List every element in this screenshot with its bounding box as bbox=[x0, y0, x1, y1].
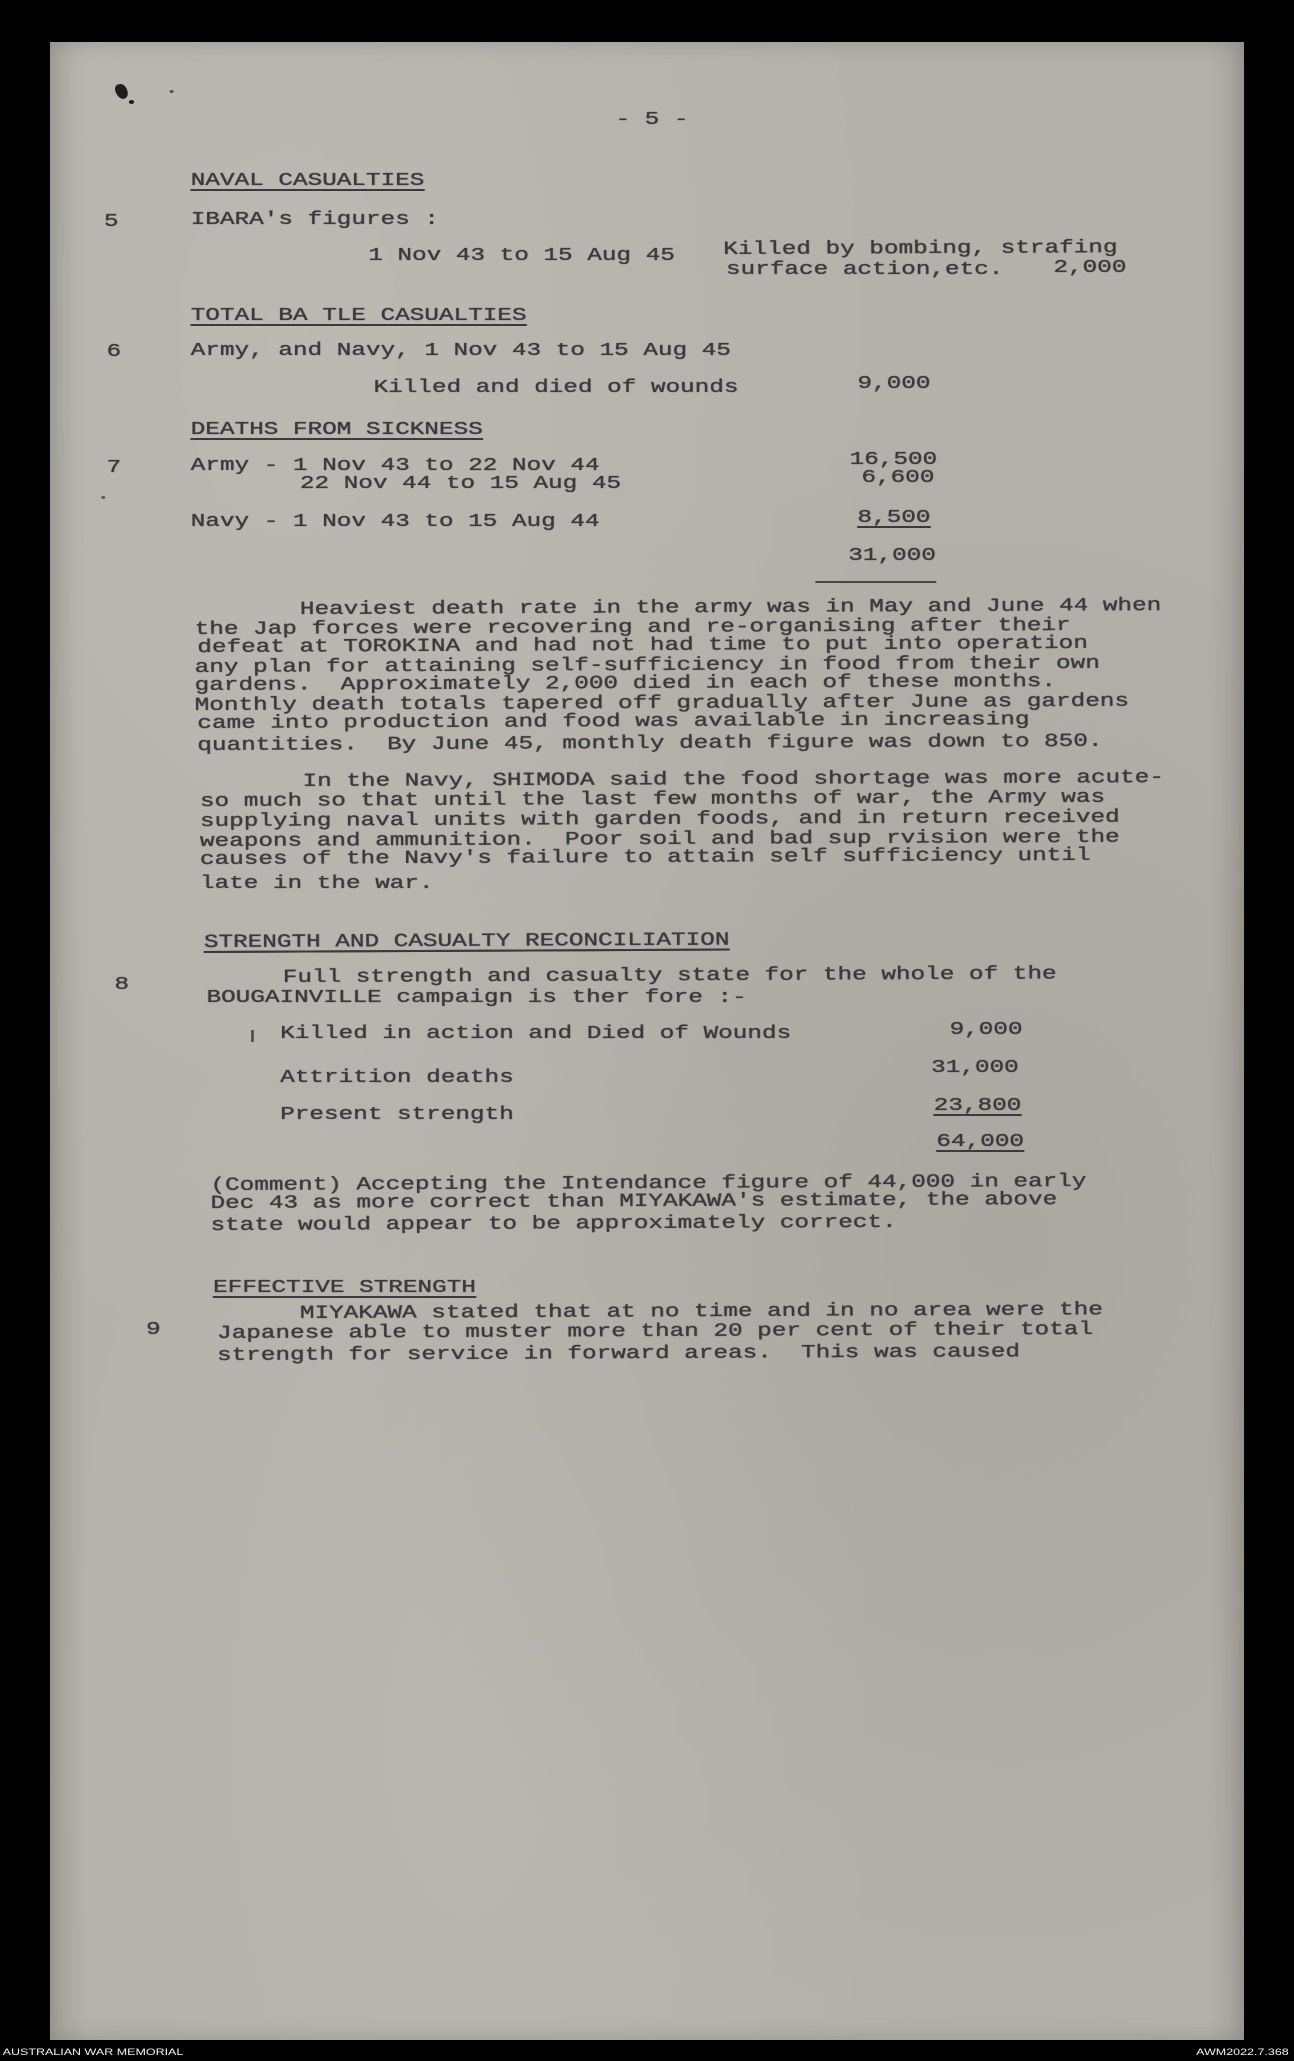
sickness-row-value: 8,500 bbox=[857, 507, 931, 528]
body-text-line: came into production and food was available in increasing bbox=[197, 709, 1030, 734]
naval-period: 1 Nov 43 to 15 Aug 45 bbox=[368, 245, 675, 266]
naval-description-line: surface action,etc. bbox=[725, 259, 1004, 280]
sickness-row-value: 6,600 bbox=[861, 467, 935, 488]
total-label: Killed and died of wounds bbox=[373, 377, 739, 398]
reconciliation-row-value: 23,800 bbox=[933, 1095, 1022, 1116]
body-text-line: weapons and ammunition. Poor soil and bad sup rvision were the bbox=[199, 826, 1120, 852]
body-text-line: so much so that until the last few months of war, the Army was bbox=[199, 786, 1106, 812]
body-text-line: supplying naval units with garden foods, and in return received bbox=[199, 806, 1120, 832]
footer-accession-number: AWM2022.7.368 bbox=[1196, 2047, 1289, 2058]
naval-description-line: Killed by bombing, strafing bbox=[723, 237, 1118, 260]
body-text-line: quantities. By June 45, monthly death figure was down to 850. bbox=[197, 730, 1103, 756]
section-heading-effective-strength: EFFECTIVE STRENGTH bbox=[213, 1277, 476, 1298]
body-text-line: In the Navy, SHIMODA said the food shortage was more acute- bbox=[302, 766, 1164, 792]
paragraph-number: 6 bbox=[106, 341, 122, 362]
body-text-line: any plan for attaining self-sufficiency in food from their own bbox=[194, 652, 1100, 678]
reconciliation-row-value: 9,000 bbox=[949, 1019, 1023, 1040]
sickness-row-label: 22 Nov 44 to 15 Aug 45 bbox=[299, 473, 622, 494]
page-number: - 5 - bbox=[615, 109, 689, 130]
ink-dot-mark bbox=[129, 100, 134, 104]
naval-value: 2,000 bbox=[1053, 257, 1127, 278]
body-text-line: Japanese able to muster more than 20 per cent of their total bbox=[216, 1318, 1094, 1344]
sickness-total-value: 31,000 bbox=[848, 545, 936, 566]
sickness-total-rule bbox=[815, 581, 936, 583]
ink-dot-mark bbox=[170, 90, 174, 93]
body-text-line: causes of the Navy's failure to attain self sufficiency until bbox=[199, 844, 1091, 870]
paragraph-number: 9 bbox=[145, 1319, 161, 1340]
sickness-row-label: Navy - 1 Nov 43 to 15 Aug 44 bbox=[190, 511, 600, 532]
comment-text-line: state would appear to be approximately correct. bbox=[210, 1211, 897, 1236]
total-value: 9,000 bbox=[857, 373, 931, 394]
comment-text-line: (Comment) Accepting the Intendance figure of 44,000 in early bbox=[210, 1170, 1087, 1196]
body-text-line: defeat at TOROKINA and had not had time to put into operation bbox=[197, 632, 1088, 658]
reconciliation-row-label: Attrition deaths bbox=[280, 1067, 514, 1088]
section-heading-naval-casualties: NAVAL CASUALTIES bbox=[190, 170, 425, 191]
body-text-line: BOUGAINVILLE campaign is ther fore :- bbox=[206, 987, 747, 1008]
paragraph-number: 5 bbox=[103, 211, 119, 232]
footer-institution-label: AUSTRALIAN WAR MEMORIAL bbox=[2, 2047, 184, 2058]
reconciliation-row-label: Killed in action and Died of Wounds bbox=[280, 1023, 792, 1044]
section-heading-strength-reconciliation: STRENGTH AND CASUALTY RECONCILIATION bbox=[203, 929, 730, 953]
total-intro: Army, and Navy, 1 Nov 43 to 15 Aug 45 bbox=[190, 340, 731, 361]
comment-text-line: Dec 43 as more correct than MIYAKAWA's estimate, the above bbox=[210, 1189, 1058, 1214]
body-text-line: strength for service in forward areas. This was caused bbox=[216, 1341, 1021, 1366]
body-text-line: gardens. Approximately 2,000 died in each of these months. bbox=[194, 670, 1057, 696]
body-text-line: Heaviest death rate in the army was in May and June 44 when bbox=[299, 594, 1162, 620]
ink-tick-mark bbox=[251, 1030, 254, 1042]
section-heading-deaths-from-sickness: DEATHS FROM SICKNESS bbox=[190, 419, 483, 440]
ink-dot-mark bbox=[101, 496, 105, 499]
body-text-line: Monthly death totals tapered off gradually after June as gardens bbox=[194, 690, 1130, 716]
reconciliation-row-value: 31,000 bbox=[931, 1057, 1019, 1078]
body-text-line: MIYAKAWA stated that at no time and in no area were the bbox=[299, 1299, 1103, 1324]
reconciliation-row-label: Present strength bbox=[280, 1104, 514, 1125]
body-text-line: Full strength and casualty state for the whole of the bbox=[282, 963, 1057, 988]
reconciliation-total-value: 64,000 bbox=[936, 1131, 1024, 1152]
body-text-line: late in the war. bbox=[199, 873, 434, 894]
paragraph-number: 8 bbox=[114, 974, 130, 995]
section-heading-total-battle-casualties: TOTAL BA TLE CASUALTIES bbox=[190, 305, 527, 326]
sickness-row-value: 16,500 bbox=[849, 449, 938, 470]
paragraph-number: 7 bbox=[106, 457, 122, 478]
naval-intro: IBARA's figures : bbox=[190, 209, 439, 230]
sickness-row-label: Army - 1 Nov 43 to 22 Nov 44 bbox=[190, 455, 600, 476]
body-text-line: the Jap forces were recovering and re-organising after their bbox=[194, 614, 1071, 640]
